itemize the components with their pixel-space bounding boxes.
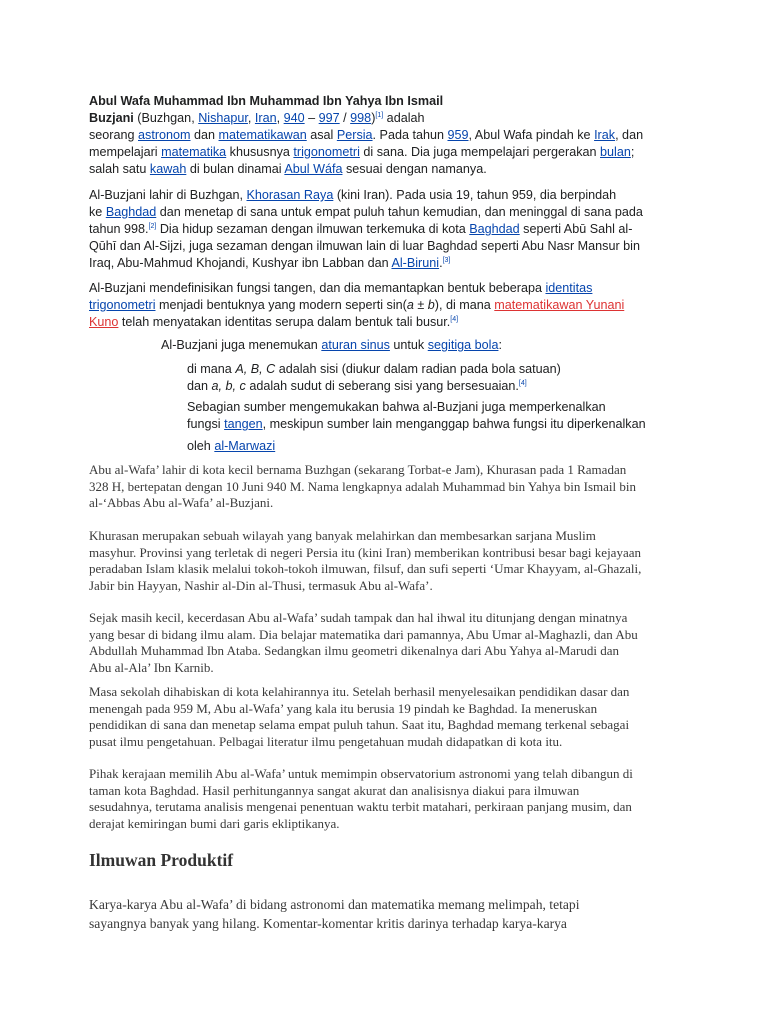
link-bulan[interactable]: bulan — [600, 145, 631, 159]
link-irak[interactable]: Irak — [594, 128, 616, 142]
link-998[interactable]: 998 — [350, 111, 372, 125]
link-trigonometri[interactable]: trigonometri — [293, 145, 360, 159]
title-line — [89, 93, 689, 110]
link-persia[interactable]: Persia — [336, 128, 373, 142]
link-aturan-sinus[interactable]: aturan sinus — [321, 338, 390, 352]
biography-paragraph-4: Masa sekolah dihabiskan di kota kelahirannya itu. Setelah berhasil menyelesaikan pendidikan dasar dan menengah pada 959 M, Abu al-Wafa’ yang kala itu berusia 19 pindah ke Baghdad. Ia meneruskan pendidikan di sana dan menetap selama empat puluh tahun. Saat itu, Baghdad memang terkenal sebagai pusat ilmu pengetahuan. Pelbagai literatur ilmu pengetahuan mudah didapatkan di kota itu. — [89, 684, 630, 749]
link-al-biruni[interactable]: Al-Biruni — [391, 256, 440, 270]
ref-4b[interactable]: [4] — [518, 379, 527, 387]
link-matematika[interactable]: matematika — [161, 145, 227, 159]
link-identitas[interactable]: identitas — [545, 281, 593, 295]
section-heading: Ilmuwan Produktif — [89, 850, 234, 870]
tangent-paragraph: Al-Buzjani mendefinisikan fungsi tangen, dan dia memantapkan bentuk beberapa identitas trigonometri menjadi bentuknya yang modern seperti sin(a ± b), di mana matematikawan Yunani Kuno telah menyatakan identitas serupa dalam bentuk tali busur.[4] — [89, 281, 625, 329]
sine-rule-explanation: di mana A, B, C adalah sisi (diukur dalam radian pada bola satuan) dan a, b, c adalah sudut di seberang sisi yang bersesuaian.[4] — [187, 362, 561, 393]
name-buzjani: Buzjani — [89, 111, 134, 125]
link-959[interactable]: 959 — [447, 128, 469, 142]
link-nishapur[interactable]: Nishapur — [198, 111, 248, 125]
link-al-marwazi[interactable]: al-Marwazi — [214, 439, 276, 453]
link-khorasan-raya[interactable]: Khorasan Raya — [246, 188, 334, 202]
link-tangen[interactable]: tangen — [224, 417, 263, 431]
biography-paragraph-3: Sejak masih kecil, kecerdasan Abu al-Wafa’ sudah tampak dan hal ihwal itu ditunjang dengan minatnya yang besar di bidang ilmu alam. Dia belajar matematika dari pamannya, Abu Umar al-Maghazli, dan Abu Abdullah Muhammad Ibn Ataba. Sedangkan ilmu geometri dikenalnya dari Abu Yahya al-Marudi dan Abu al-Ala’ Ibn Karnib. — [89, 610, 638, 675]
intro-paragraph: Abul Wafa Muhammad Ibn Muhammad Ibn Yahya Ibn Ismail Buzjani (Buzhgan, Nishapur, Iran, 940 – 997 / 998)[1] adalah seorang astronom dan matematikawan asal Persia. Pada tahun 959, Abul Wafa pindah ke Irak, dan mempelajari matematika khususnya trigonometri di sana. Dia juga mempelajari pergerakan bulan; salah satu kawah di bulan dinamai Abul Wáfa sesuai dengan namanya. — [89, 93, 689, 178]
full-name: Abul Wafa Muhammad Ibn Muhammad Ibn Yahya Ibn Ismail — [89, 94, 444, 108]
link-997[interactable]: 997 — [318, 111, 340, 125]
link-kawah[interactable]: kawah — [149, 162, 187, 176]
ref-4[interactable]: [4] — [450, 315, 459, 323]
birth-paragraph: Al-Buzjani lahir di Buzhgan, Khorasan Raya (kini Iran). Pada usia 19, tahun 959, dia berpindah ke Baghdad dan menetap di sana untuk empat puluh tahun kemudian, dan meninggal di sana pada tahun 998.[2] Dia hidup sezaman dengan ilmuwan terkemuka di kota Baghdad seperti Abū Sahl al- Qūhī dan Al-Sijzi, juga sezaman dengan ilmuwan lain di luar Baghdad seperti Abu Nasr Mansur bin Iraq, Abu-Mahmud Khojandi, Kushyar ibn Labban dan Al-Biruni.[3] — [89, 188, 643, 270]
ref-2[interactable]: [2] — [148, 222, 157, 230]
link-iran[interactable]: Iran — [254, 111, 277, 125]
link-kuno[interactable]: Kuno — [89, 315, 119, 329]
link-matematikawan[interactable]: matematikawan — [218, 128, 307, 142]
link-abul-wafa-crater[interactable]: Abul Wáfa — [284, 162, 343, 176]
tangent-source-paragraph: Sebagian sumber mengemukakan bahwa al-Buzjani juga memperkenalkan fungsi tangen, meskipun sumber lain menganggap bahwa fungsi itu diperkenalkan oleh al-Marwazi — [187, 400, 646, 453]
link-matematikawan-yunani[interactable]: matematikawan Yunani — [494, 298, 625, 312]
link-segitiga-bola[interactable]: segitiga bola — [427, 338, 499, 352]
link-trigonometri-2[interactable]: trigonometri — [89, 298, 156, 312]
link-baghdad[interactable]: Baghdad — [105, 205, 157, 219]
biography-paragraph-5: Pihak kerajaan memilih Abu al-Wafa’ untuk memimpin observatorium astronomi yang telah dibangun di taman kota Baghdad. Hasil perhitungannya sangat akurat dan analisisnya diakui para ilmuwan sesudahnya, terutama analisis mengenai penentuan waktu terbit matahari, perkiraan panjang musim, dan derajat kemiringan bumi dari garis ekliptikanya. — [89, 766, 633, 831]
link-940[interactable]: 940 — [283, 111, 305, 125]
link-astronom[interactable]: astronom — [138, 128, 191, 142]
link-baghdad-2[interactable]: Baghdad — [469, 222, 520, 236]
ref-3[interactable]: [3] — [442, 256, 451, 264]
productive-paragraph: Karya-karya Abu al-Wafa’ di bidang astronomi dan matematika memang melimpah, tetapi sayangnya banyak yang hilang. Komentar-komentar kritis darinya terhadap karya-karya — [89, 897, 580, 931]
sine-rule-paragraph: Al-Buzjani juga menemukan aturan sinus untuk segitiga bola: — [161, 338, 502, 352]
biography-paragraph-1: Abu al-Wafa’ lahir di kota kecil bernama Buzhgan (sekarang Torbat-e Jam), Khurasan pada 1 Ramadan 328 H, bertepatan dengan 10 Juni 940 M. Nama lengkapnya adalah Muhammad bin Yahya bin Ismail bin al-‘Abbas Abu al-Wafa’ al-Buzjani. — [89, 462, 636, 511]
biography-paragraph-2: Khurasan merupakan sebuah wilayah yang banyak melahirkan dan membesarkan sarjana Muslim masyhur. Provinsi yang terletak di negeri Persia itu (kini Iran) memberikan kontribusi besar bagi kejayaan peradaban Islam klasik melalui tokoh-tokoh ilmuwan, filsuf, dan sufi seperti ‘Umar Khayyam, al-Ghazali, Jabir bin Hayyan, Nashir al-Din al-Thusi, termasuk Abu al-Wafa’. — [89, 528, 642, 593]
ref-1[interactable]: [1] — [375, 111, 384, 119]
